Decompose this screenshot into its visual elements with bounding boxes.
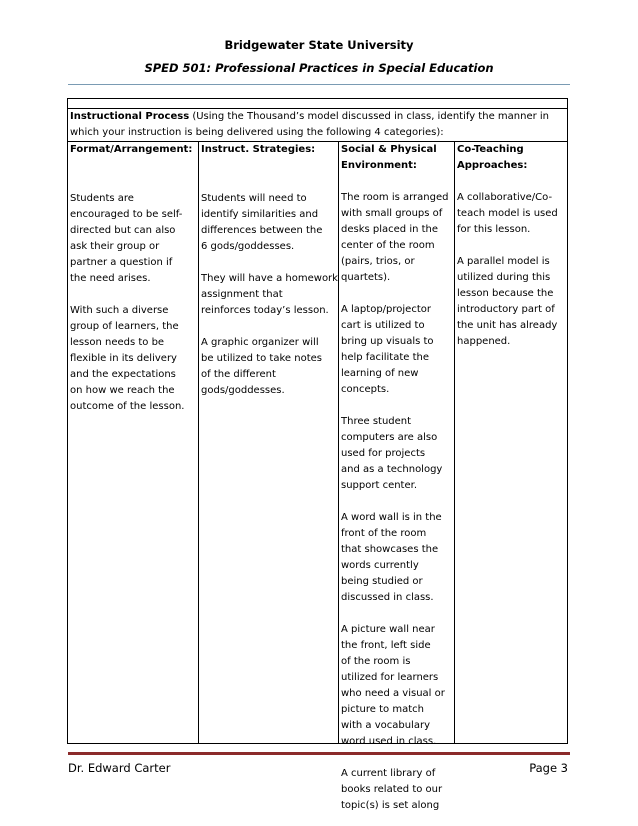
column-body: Students will need to identify similarities and differences between the 6 gods/goddesses. They will have a homework assignment that reinforces today’s lesson. A graphic organizer will be utilized to take notes of the different gods/goddesses. — [201, 193, 338, 396]
column-heading: Instruct. Strategies: — [201, 144, 316, 155]
instructional-process-intro — [70, 109, 565, 141]
footer-author: Dr. Edward Carter — [68, 761, 171, 775]
column-heading: Social & Physical Environment: — [341, 144, 437, 171]
column-co-teaching-approaches — [455, 142, 567, 743]
column-heading: Format/Arrangement: — [70, 144, 193, 155]
intro-text: (Using the Thousand’s model discussed in class, identify the manner in which your instruction is being delivered using the following 4 categories): — [70, 111, 550, 138]
header-divider — [68, 84, 570, 85]
column-body: Students are encouraged to be self- directed but can also ask their group or partner a question if the need arises. With such a diverse group of learners, the lesson needs to be flexible in its delivery and the expectations on how we reach the outcome of the lesson. — [70, 193, 185, 412]
column-heading: Co-Teaching Approaches: — [457, 144, 528, 171]
table-top-band — [68, 99, 567, 109]
footer-page-number: Page 3 — [529, 761, 568, 775]
header-course-title: SPED 501: Professional Practices in Special Education — [144, 61, 494, 75]
intro-label: Instructional Process — [70, 111, 190, 122]
header-university: Bridgewater State University — [224, 38, 414, 52]
column-format-arrangement — [68, 142, 198, 743]
column-body: The room is arranged with small groups of desks placed in the center of the room (pairs, trios, or quartets). A laptop/projector cart is utilized to bring up visuals to help facilitate the learning of new concepts. Three student computers are also used for projects and as a technology support center. A word wall is in the front of the room that showcases the words currently being studied or discussed in class. A picture wall near the front, left side of the room is utilized for learners who need a visual or picture to match with a vocabulary word used in class. A current library of books related to our topic(s) is set along — [341, 192, 449, 811]
footer-divider — [68, 752, 570, 755]
column-body: A collaborative/Co- teach model is used for this lesson. A parallel model is utilized during this lesson because the introductory part of the unit has already happened. — [457, 192, 558, 347]
column-social-physical-environment — [339, 142, 454, 811]
column-instruct-strategies — [199, 142, 338, 743]
